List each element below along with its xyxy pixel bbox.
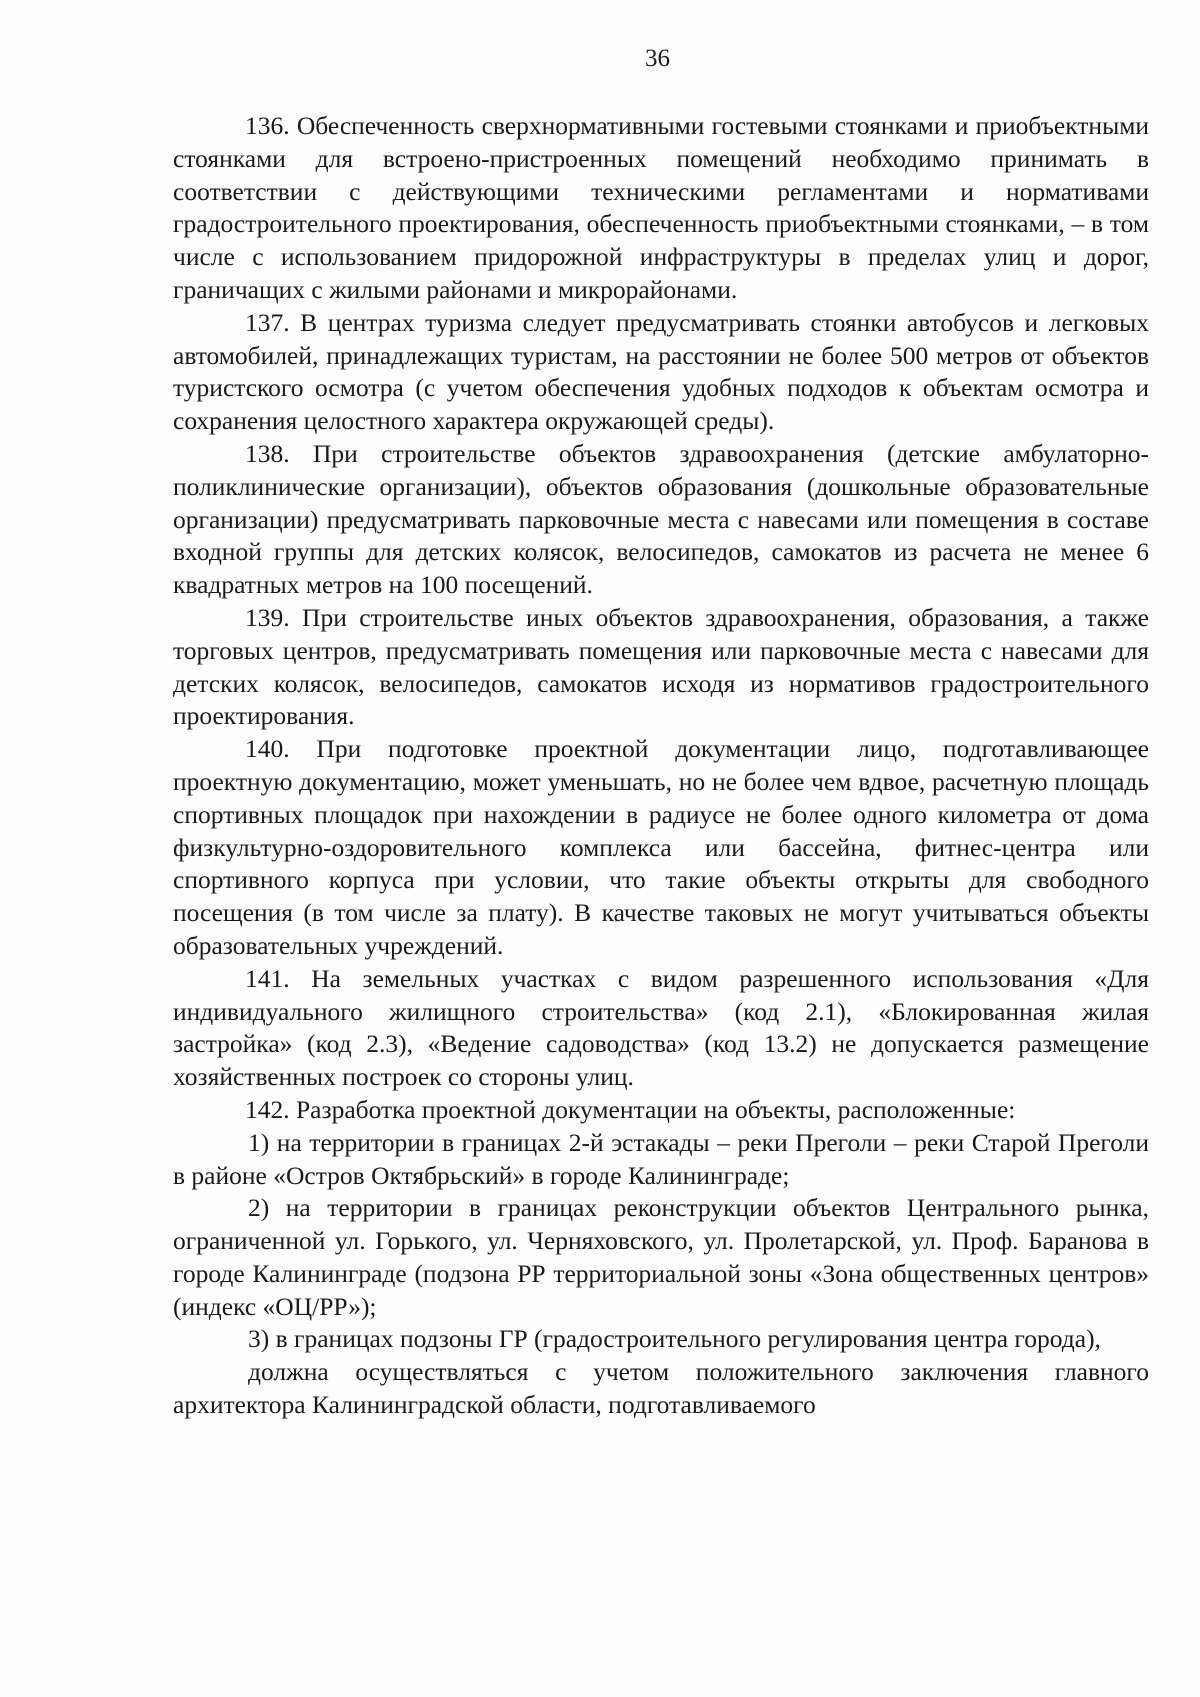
- paragraph-continuation: должна осуществляться с учетом положительного заключения главного архитектора Калининградской области, подготавливаемого: [173, 1357, 1149, 1420]
- paragraph-138: 138. При строительстве объектов здравоохранения (детские амбулаторно-поликлинические организации), объектов образования (дошкольные образовательные организации) предусматривать парковочные места с навесами или помещения в составе входной группы для детских колясок, велосипедов, самокатов из расчета не менее 6 квадратных метров на 100 посещений.: [173, 438, 1149, 600]
- paragraph-139: 139. При строительстве иных объектов здравоохранения, образования, а также торговых центров, предусматривать помещения или парковочные места с навесами для детских колясок, велосипедов, самокатов исходя из нормативов градостроительного проектирования.: [173, 602, 1149, 731]
- document-body: [173, 110, 1149, 1422]
- list-item-2: 2) на территории в границах реконструкции объектов Центрального рынка, ограниченной ул. Горького, ул. Черняховского, ул. Пролетарской, ул. Проф. Баранова в городе Калининграде (подзона РР территориальной зоны «Зона общественных центров» (индекс «ОЦ/РР»);: [173, 1193, 1149, 1321]
- paragraph-140: 140. При подготовке проектной документации лицо, подготавливающее проектную документацию, может уменьшать, но не более чем вдвое, расчетную площадь спортивных площадок при нахождении в радиусе не более одного километра от дома физкультурно-оздоровительного комплекса или бассейна, фитнес-центра или спортивного корпуса при условии, что такие объекты открыты для свободного посещения (в том числе за плату). В качестве таковых не могут учитываться объекты образовательных учреждений.: [173, 734, 1149, 960]
- paragraph-137: 137. В центрах туризма следует предусматривать стоянки автобусов и легковых автомобилей, принадлежащих туристам, на расстоянии не более 500 метров от объектов туристского осмотра (с учетом обеспечения удобных подходов к объектам осмотра и сохранения целостного характера окружающей среды).: [173, 307, 1149, 436]
- paragraph-142: 142. Разработка проектной документации на объекты, расположенные:: [245, 1094, 1016, 1124]
- list-item-3: 3) в границах подзоны ГР (градостроительного регулирования центра города),: [248, 1324, 1101, 1354]
- list-item-1: 1) на территории в границах 2-й эстакады – реки Преголи – реки Старой Преголи в районе «Остров Октябрьский» в городе Калининграде;: [173, 1127, 1149, 1190]
- page-number: 36: [645, 45, 670, 72]
- paragraph-136: 136. Обеспеченность сверхнормативными гостевыми стоянками и приобъектными стоянками для встроено-пристроенных помещений необходимо принимать в соответствии с действующими техническими регламентами и нормативами градостроительного проектирования, обеспеченность приобъектными стоянками, – в том числе с использованием придорожной инфраструктуры в пределах улиц и дорог, граничащих с жилыми районами и микрорайонами.: [173, 111, 1149, 304]
- paragraph-141: 141. На земельных участках с видом разрешенного использования «Для индивидуального жилищного строительства» (код 2.1), «Блокированная жилая застройка» (код 2.3), «Ведение садоводства» (код 13.2) не допускается размещение хозяйственных построек со стороны улиц.: [173, 963, 1149, 1092]
